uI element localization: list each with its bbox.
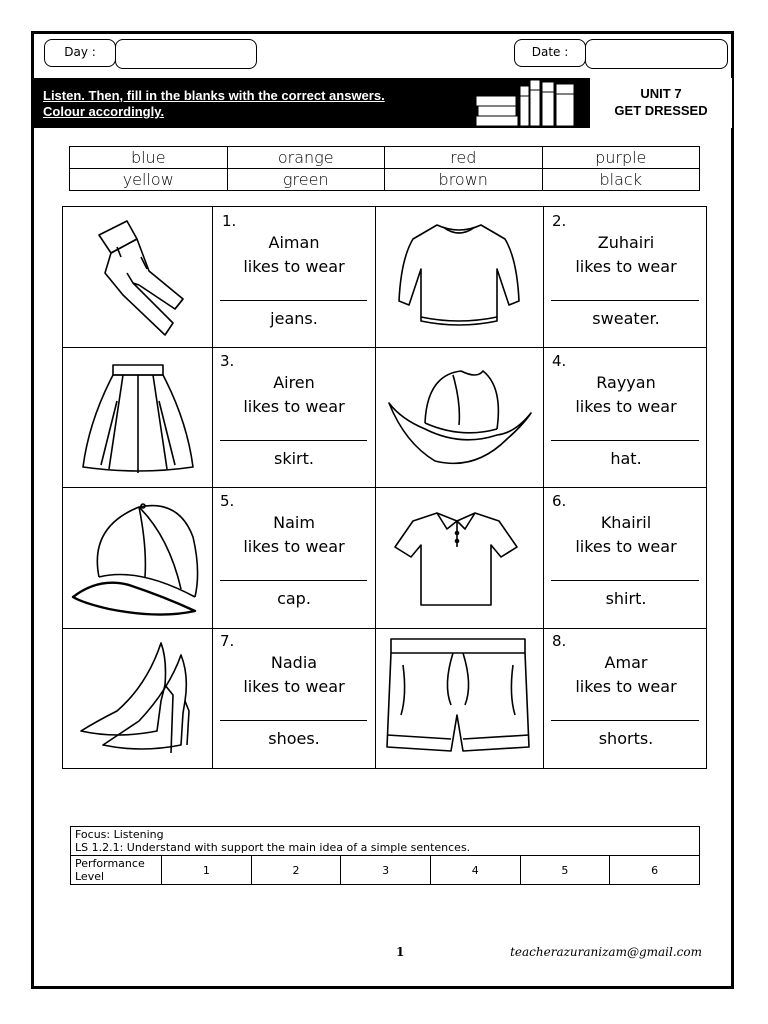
high-heels-icon	[77, 635, 199, 759]
cowboy-hat-icon	[385, 363, 535, 473]
answer-blank[interactable]	[220, 300, 367, 301]
clothing-word: skirt.	[274, 449, 314, 468]
performance-label: Performance Level	[71, 856, 162, 885]
instruction-text	[43, 88, 385, 120]
instruction-line-2: Colour accordingly.	[43, 104, 165, 119]
shorts-icon	[383, 635, 533, 763]
colour-word-bank	[69, 146, 700, 191]
answer-blank[interactable]	[220, 720, 367, 721]
focus-row	[71, 827, 700, 856]
item-number: 1.	[222, 212, 237, 230]
jeans-icon	[77, 213, 199, 341]
word-bank-cell: black	[542, 169, 700, 191]
child-name: Zuhairi	[597, 233, 655, 252]
clothing-word: shirt.	[605, 589, 647, 608]
likes-to-wear-text: likes to wear	[575, 257, 677, 276]
clothing-word: shorts.	[598, 729, 654, 748]
focus-cell	[71, 827, 700, 856]
answer-blank[interactable]	[551, 440, 699, 441]
page-number: 1	[396, 945, 405, 959]
word-bank-row	[70, 169, 700, 191]
unit-box	[588, 78, 732, 128]
date-label: Date :	[514, 39, 586, 67]
likes-to-wear-text: likes to wear	[575, 397, 677, 416]
item-number: 3.	[220, 352, 235, 370]
author-email: teacherazuranizam@gmail.com	[510, 945, 702, 959]
word-bank-cell: red	[385, 147, 543, 169]
child-name: Rayyan	[596, 373, 656, 392]
item-number: 8.	[552, 632, 567, 650]
skirt-icon	[79, 361, 197, 479]
likes-to-wear-text: likes to wear	[243, 677, 345, 696]
performance-level-1[interactable]: 1	[162, 856, 252, 885]
likes-to-wear-text: likes to wear	[575, 537, 677, 556]
clothing-word: hat.	[610, 449, 642, 468]
likes-to-wear-text: likes to wear	[243, 397, 345, 416]
clothing-word: jeans.	[270, 309, 318, 328]
child-name: Amar	[604, 653, 648, 672]
word-bank-cell: brown	[385, 169, 543, 191]
day-field[interactable]	[115, 39, 257, 69]
sweater-icon	[393, 219, 525, 337]
day-label: Day :	[44, 39, 116, 67]
assessment-table	[70, 826, 700, 885]
date-field[interactable]	[585, 39, 728, 69]
word-bank-cell: blue	[70, 147, 228, 169]
answer-blank[interactable]	[551, 300, 699, 301]
performance-level-2[interactable]: 2	[251, 856, 341, 885]
instruction-line-1: Listen. Then, fill in the blanks with the correct answers.	[43, 88, 385, 103]
answer-blank[interactable]	[220, 580, 367, 581]
performance-level-6[interactable]: 6	[610, 856, 700, 885]
learning-standard-text: LS 1.2.1: Understand with support the main idea of a simple sentences.	[75, 841, 471, 854]
word-bank-cell: yellow	[70, 169, 228, 191]
word-bank-cell: purple	[542, 147, 700, 169]
performance-level-3[interactable]: 3	[341, 856, 431, 885]
child-name: Nadia	[270, 653, 318, 672]
likes-to-wear-text: likes to wear	[243, 257, 345, 276]
word-bank-row	[70, 147, 700, 169]
clothing-word: shoes.	[268, 729, 320, 748]
likes-to-wear-text: likes to wear	[575, 677, 677, 696]
books-icon	[476, 76, 584, 128]
likes-to-wear-text: likes to wear	[243, 537, 345, 556]
answer-blank[interactable]	[220, 440, 367, 441]
word-bank-cell: orange	[227, 147, 385, 169]
word-bank-cell: green	[227, 169, 385, 191]
child-name: Aiman	[268, 233, 320, 252]
item-number: 7.	[220, 632, 235, 650]
clothing-word: sweater.	[592, 309, 660, 328]
performance-level-5[interactable]: 5	[520, 856, 610, 885]
unit-number: UNIT 7	[640, 86, 682, 101]
answer-blank[interactable]	[551, 720, 699, 721]
cap-icon	[69, 497, 205, 621]
instruction-banner	[33, 78, 732, 128]
child-name: Airen	[273, 373, 315, 392]
clothing-word: cap.	[277, 589, 311, 608]
unit-title: GET DRESSED	[614, 103, 708, 118]
item-number: 2.	[552, 212, 567, 230]
item-number: 4.	[552, 352, 567, 370]
focus-text: Focus: Listening	[75, 828, 164, 841]
item-number: 5.	[220, 492, 235, 510]
shirt-icon	[391, 507, 521, 611]
performance-level-4[interactable]: 4	[430, 856, 520, 885]
exercise-grid	[62, 206, 707, 769]
performance-row	[71, 856, 700, 885]
item-number: 6.	[552, 492, 567, 510]
child-name: Naim	[273, 513, 315, 532]
child-name: Khairil	[600, 513, 652, 532]
answer-blank[interactable]	[551, 580, 699, 581]
